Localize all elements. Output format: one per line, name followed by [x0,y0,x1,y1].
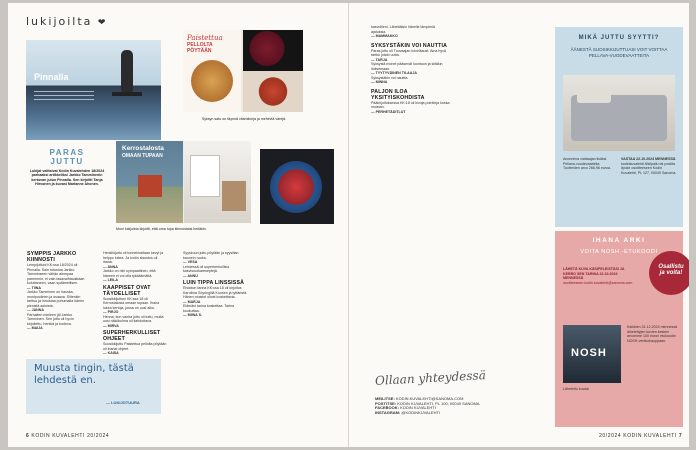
col2-heading-2: SUPERHERKULLISET OHJEET [103,330,161,342]
nosh-title: IHANA ARKI [592,237,646,244]
col1-p1: Lempijuttuni KK:ssa 18/2024 oli Pinnalla. Sain tutustua Jarkko Tamminseen vähän alempaa paremmin, ei vain tasavaihtaukkaan kuluttaneen, vaan sydämellisen. [27,263,85,285]
pinnalla-title: Pinnalla [34,72,69,82]
vote-deadline-block [621,157,677,175]
right-page-number: 7 [678,433,683,439]
col2-sig3: — PIRJO [103,310,119,314]
kerrostalo-spread [116,141,251,223]
col3-p3: Ehdoton tarina KK:ssa 18 oli kirjoitus Karoliina Söyringillä Kuusen ja tyttäristä. Hänen muistot olivat koskettavia. [183,286,248,299]
nosh-product-image [563,325,621,383]
nosh-caption-right: Kaikkien 31.12.2024 mennessä lähetettyjen kuvien kesken arvomme 100 euron etukoodin NOSH-verkkokauppaan. [627,325,678,343]
contact-instagram[interactable]: @KODINKUVALEHTI [401,409,441,415]
left-page [8,3,348,447]
col3-sig1: — VESA [183,260,198,264]
food-on-plate-shape [278,169,314,205]
ollaan-yhteydessa-heading: Ollaan yhteydessä [374,368,487,388]
pillow-shape [577,89,611,103]
pinnalla-body-text [34,88,94,118]
pannukakku-title-1: Paistettua [187,34,223,42]
rcol1-sig3: — TYYTYVÄINEN TILAAJA [371,71,417,75]
col2-p3: Suosikkijuttuni KK:ssa 18 oli Kerrostalosta omaan tupaan. Ihana lukea kertoja, jossa on uusi alku. [103,296,160,310]
rcol1-p3: Syksystä monet pääsevät luontoon ja siitäkin iloitsemaan. [371,62,443,71]
col2-p5: Suosikkijuttu Paistettua pellolta pöytään oli ihanat ohjeet. [103,342,167,351]
left-footer-magazine: KODIN KUVALEHTI 20/2024 [31,433,110,439]
left-footer [26,433,109,439]
col3-p2: Lehdessä oli superherkullisia kasvisruokareseptejä. [183,264,230,273]
col2-p2: Jarkko on niin sympaattinen, että häneen ei voi olla tykkäämättä. [103,269,156,278]
pie-image [191,60,233,102]
table-shape [222,181,246,211]
pinnalla-spread-image [26,40,161,140]
badge-line-2: ja voita! [659,270,683,276]
photo-caption-top: Syksyn sato on täynnä vitamiineja ja meheviä värejä. [201,117,287,121]
rcol1-sig1: — MAMMAKKO [371,34,398,38]
col2-p4: Henna, kun vanha juttu oli tuttu, mutta uusi näkökulma oli ilahduttava. [103,314,164,323]
vote-deadline-text: kodinkuvalehti.fi/kilpailu tai postita lipuke osoitteeseen Kodin Kuvalehti, PL 127, 00040 Sanoma. [621,161,677,175]
col2-heading-1: KAAPPISET OVAT TÄYDELLISET [103,284,151,297]
paras-juttu-heading-2: JUTTU [50,157,84,166]
nosh-box-text [563,267,633,285]
contact-list [375,397,565,415]
rcol1-sig4: — MINNA [371,80,388,84]
col3-p1: Syyskuun juttu pöytään ja syysillan kaunein ruoka. [183,251,239,260]
page-header [26,15,107,28]
beetroot-bowl-image [243,30,303,71]
nosh-box-text-body: osoitteeseen kodin.kuvalehti@sanoma.com [563,280,633,285]
pannukakku-title-2: PELLOLTA [187,42,213,48]
col2-sig1: — ANNA [103,264,118,269]
heart-icon: ❤ [97,18,108,28]
contact-row-post: POSTITSE: KODIN KUVALEHTI, PL 100, 00040 SANOMA [375,400,480,406]
soup-bowl-image [243,71,303,112]
rcol1-heading-2: PALJON ILOA YKSITYISKOHDISTA [371,88,425,101]
red-house-shape [138,175,162,197]
rcol1-p1: kasvoilleni. Lähettäisin hänelle lämpimiä ajatuksia. [371,25,435,34]
vote-subtitle: ÄÄNESTÄ SUOSIKKIJUTTUASI VOIT VOITTAA PELLAVA-VUODEVAATTEITA [570,47,668,58]
participate-badge [649,251,689,295]
rcol1-heading-1: SYKSYSTÄKIN VOI NAUTTIA [371,42,448,49]
letters-column-2 [103,251,168,356]
contact-post: KODIN KUVALEHTI, PL 100, 00040 SANOMA [397,400,480,406]
vote-left-text: Anonnima viattaajan lisäksi Pellava-vuodevaatteita. Tuotteiden arvo 266,96 euroa. [563,157,612,170]
paras-juttu-text: Lukijat valitsivat Kodin Kuvalehden 18/2024 parhaaksi artikkeliksi Jarkko Tamminenin kertovan jutun Pinnalla. Sen kirjoitti Tanja Hirvonen ja kuvasi Marianne Ahonen. [29,169,105,187]
pannukakku-title-3: PÖYTÄÄN [187,48,212,54]
col2-sig5: — KAISA [103,351,119,355]
paras-juttu-block [26,148,108,187]
contact-facebook[interactable]: KODIN KUVALEHTI [400,405,436,410]
contact-row-email: MEILITSE: KODIN.KUVALEHTI@SANOMA.COM [375,396,464,401]
vote-title: MIKÄ JUTTU SYYTTI? [578,35,660,41]
quote-text: Muusta tingin, tästä lehdestä en. [34,363,134,386]
col3-p4: Elämäni tarina koskettaa. Tarina koukuttaa. [183,304,235,313]
col3-sig3: — MARJA [183,299,201,304]
kerrostalo-right-image [184,141,251,223]
badge-line-1: Osallistu [658,264,684,270]
person-figure [121,50,133,92]
right-footer [599,433,682,439]
left-page-number: 6 [26,433,30,439]
food-spread-left-page [183,30,241,112]
col1-sig3: — MAIJA [27,326,43,330]
bedding-image [563,75,675,151]
rcol1-p4: Syksystäkin voi nauttia. [371,75,409,80]
rcol1-p5: Pääkirjoituksessa KK:18 oli kivoja pointteja koska muistan. [371,100,450,109]
col2-sig2: — LEILA [103,278,118,282]
col3-sig4: — MIINA S. [183,313,203,317]
nosh-subtitle: VOITA NOSH -ETUKOODI [580,249,658,255]
contact-row-facebook: FACEBOOK: KODIN KUVALEHTI [375,405,436,410]
contact-email[interactable]: KODIN.KUVALEHTI@SANOMA.COM [395,396,464,401]
col2-sig4: — MIRVA [103,323,119,328]
right-footer-magazine: 20/2024 KODIN KUVALEHTI [599,433,677,439]
col1-sig2: — JANNA [27,308,44,312]
right-page [349,3,689,447]
col1-p3: Parhaiten mieleen jäi Jarkko Tamminen. Sen juttu oli hyvin kirjoitettu, herkkä ja tunteva. [27,312,74,326]
letters-column-1 [27,251,90,331]
contact-row-instagram: INSTAGRAM: @KODINKUVALEHTI [375,409,441,415]
col1-sig1: — TIINA [27,285,41,290]
photo-caption-bottom: Moni lukijoista kirjoitti, että oma tupa kiinnostaisi heitäkin. [116,227,207,231]
col1-heading: SYMPPIS JARKKO KIINNOSTI [27,251,77,263]
kitchen-window-shape [190,155,220,197]
vote-deadline-heading: VASTAA 22.10.2024 MENNESSÄ [621,157,676,161]
quote-signature: — LUKIJOTUURA [106,400,140,405]
rcol1-p2: Paras juttu oli Tuuvaajan tolvelkaust. Aina hyvä tarttui jotain uutta. [371,48,446,57]
rcol1-sig2: — TARJA [371,57,388,62]
kerrostalo-title-2: OMAAN TUPAAN [122,153,163,159]
nosh-brand-logo: NOSH [571,347,607,359]
nosh-caption-left: Läheteltu kuvasi [563,387,589,391]
nosh-box-heading: LÄHETÄ KUVA KÄSIPELEISTÄSI JA KERRO SEN TARINA 22.10.2024 MENNESSÄ [563,267,625,280]
letters-column-3 [183,251,248,318]
col3-heading: LUIN TIPPA LINSSISSÄ [183,280,245,286]
kerrostalo-left-image [116,141,183,223]
plate-photo [260,149,334,224]
col2-p1: Henkilöjuttu oli tunnelmaltaan kevyt ja helppo lukea. Ja kodin sisustus oli ihana. [103,251,164,264]
kerrostalo-title-1: Kerrostalosta [122,145,164,152]
letters-column-right-1 [371,25,451,114]
surfboard-shape [112,92,142,96]
col1-p2: Jarkko Tamminen on hauska, monipuolinen ja osaava. Siitenkin tarttuu ja innostaa puhumalla hänen pienistä asioista. [27,290,85,308]
vote-sidebar [555,27,683,227]
quote-box [26,359,161,414]
food-spread [183,30,303,112]
header-title: lukijoilta [26,15,93,28]
rcol1-sig5: — PERHETÄDITLUT [371,109,406,114]
col3-sig2: — ANNU [183,273,198,278]
paras-juttu-heading-1: PARAS [49,148,85,157]
